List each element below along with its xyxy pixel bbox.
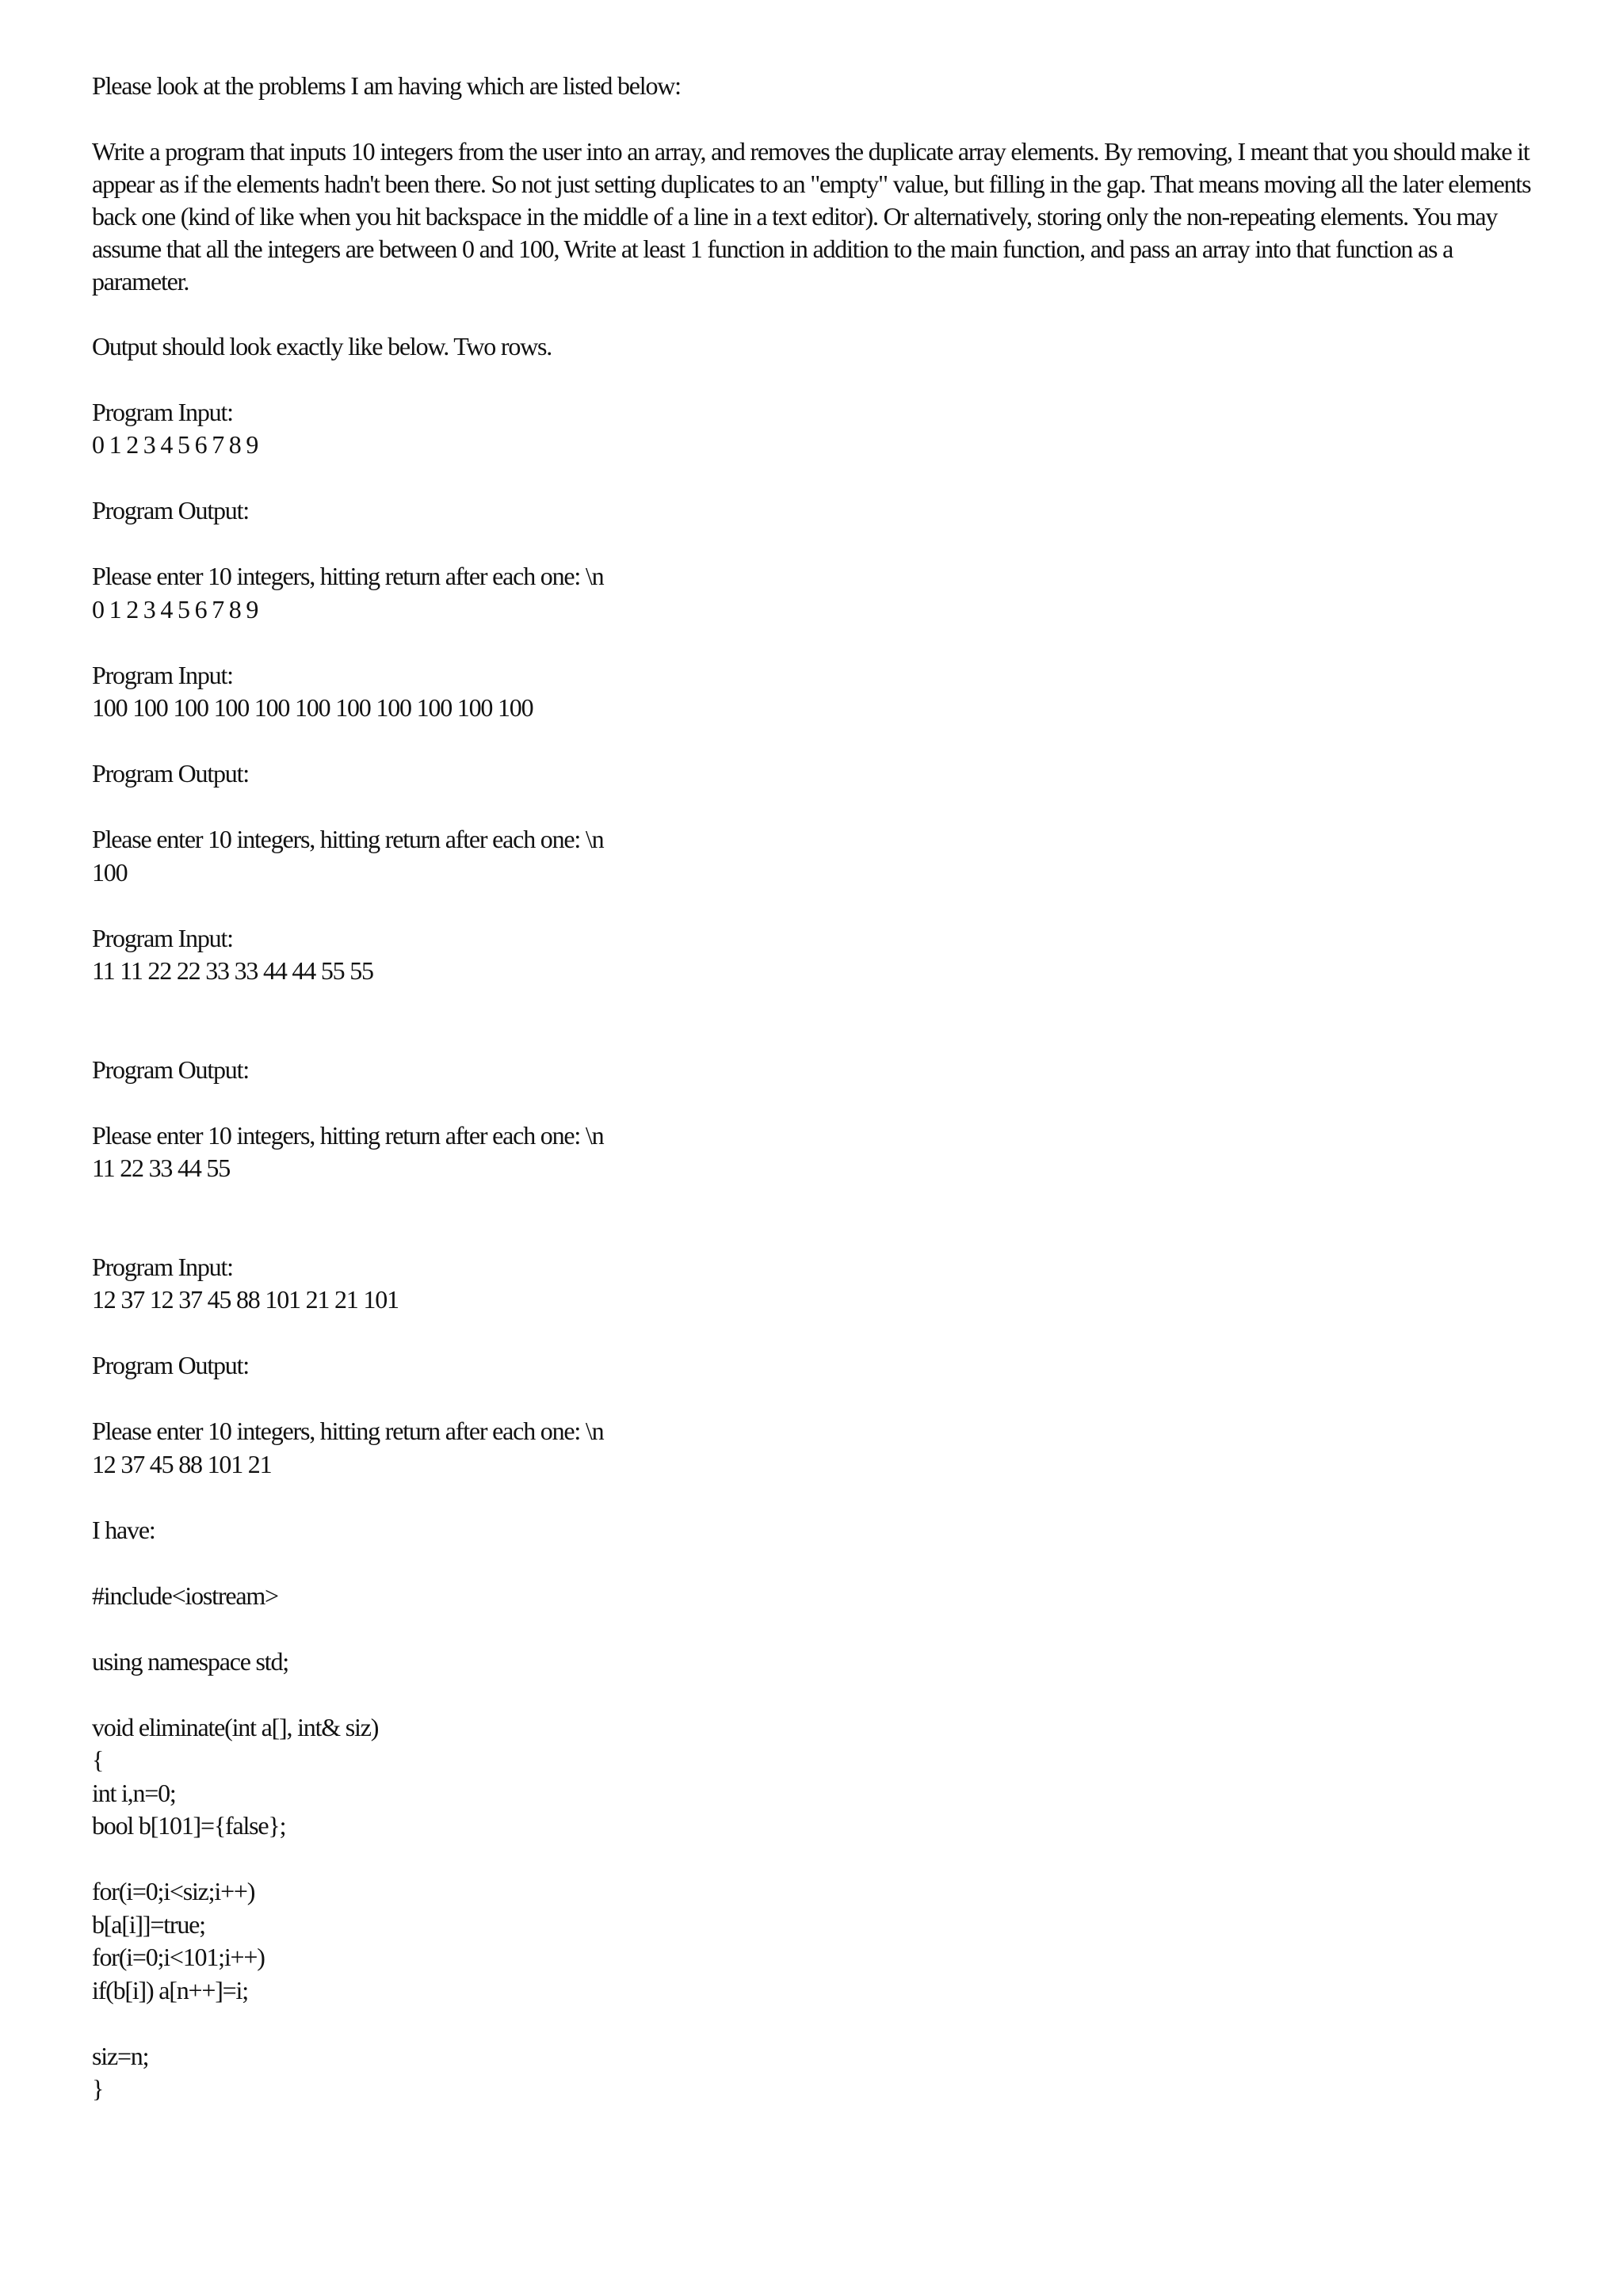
example-prompt: Please enter 10 integers, hitting return after each one: \n xyxy=(92,562,604,590)
example-input-label: Program Input: xyxy=(92,397,233,426)
example-output-label: Program Output: xyxy=(92,496,249,524)
example-input-values: 11 11 22 22 33 33 44 44 55 55 xyxy=(92,956,373,985)
document-page xyxy=(92,70,1550,2106)
code-line: } xyxy=(92,2074,104,2103)
code-line: bool b[101]={false}; xyxy=(92,1811,286,1840)
code-line: siz=n; xyxy=(92,2041,149,2070)
code-line: for(i=0;i<siz;i++) xyxy=(92,1877,255,1905)
code-line xyxy=(92,2007,1550,2040)
example-prompt: Please enter 10 integers, hitting return after each one: \n xyxy=(92,1120,604,1150)
example-output-values: 12 37 45 88 101 21 xyxy=(92,1449,272,1478)
example-output-label: Program Output: xyxy=(92,759,249,788)
code-line: void eliminate(int a[], int& siz) xyxy=(92,1712,379,1741)
example-output-values: 100 xyxy=(92,857,128,887)
example-input-values: 100 100 100 100 100 100 100 100 100 100 100 xyxy=(92,693,533,722)
output-note: Output should look exactly like below. Two rows. xyxy=(92,332,552,360)
example-prompt: Please enter 10 integers, hitting return after each one: \n xyxy=(92,825,604,853)
example-output-values: 11 22 33 44 55 xyxy=(92,1154,231,1182)
example-input-label: Program Input: xyxy=(92,1252,233,1281)
code-line xyxy=(92,1678,1550,1711)
example-output-values: 0 1 2 3 4 5 6 7 8 9 xyxy=(92,594,258,624)
code-line: { xyxy=(92,1745,104,1774)
example-output-label: Program Output: xyxy=(92,1351,249,1379)
code-line: b[a[i]]=true; xyxy=(92,1909,205,1939)
i-have-label: I have: xyxy=(92,1515,155,1544)
code-line: for(i=0;i<101;i++) xyxy=(92,1943,265,1971)
example-output-label: Program Output: xyxy=(92,1055,249,1084)
example-input-values: 12 37 12 37 45 88 101 21 21 101 xyxy=(92,1285,399,1314)
code-line xyxy=(92,1843,1550,1876)
example-input-label: Program Input: xyxy=(92,923,233,952)
code-line: int i,n=0; xyxy=(92,1778,176,1807)
code-line: #include<iostream> xyxy=(92,1581,278,1610)
example-input-values: 0 1 2 3 4 5 6 7 8 9 xyxy=(92,430,258,459)
code-line: if(b[i]) a[n++]=i; xyxy=(92,1975,248,2004)
problem-statement: Write a program that inputs 10 integers from the user into an array, and removes the duplicate array elements. By removing, I meant that you should make it appear as if the elements hadn't been there. So not just setting duplicates to an "empty" value, but filling in the gap. That means moving all the later elements back one (kind of like when you hit backspace in the middle of a line in a text editor). Or alternatively, storing only the non-repeating elements. You may assume that all the integers are between 0 and 100, Write at least 1 function in addition to the main function, and pass an array into that function as a parameter. xyxy=(92,136,1531,296)
example-prompt: Please enter 10 integers, hitting return after each one: \n xyxy=(92,1417,604,1445)
code-line: using namespace std; xyxy=(92,1646,288,1676)
code-line xyxy=(92,1612,1550,1646)
example-input-label: Program Input: xyxy=(92,660,233,689)
intro-text: Please look at the problems I am having which are listed below: xyxy=(92,71,681,100)
code-listing xyxy=(92,1580,1550,2106)
